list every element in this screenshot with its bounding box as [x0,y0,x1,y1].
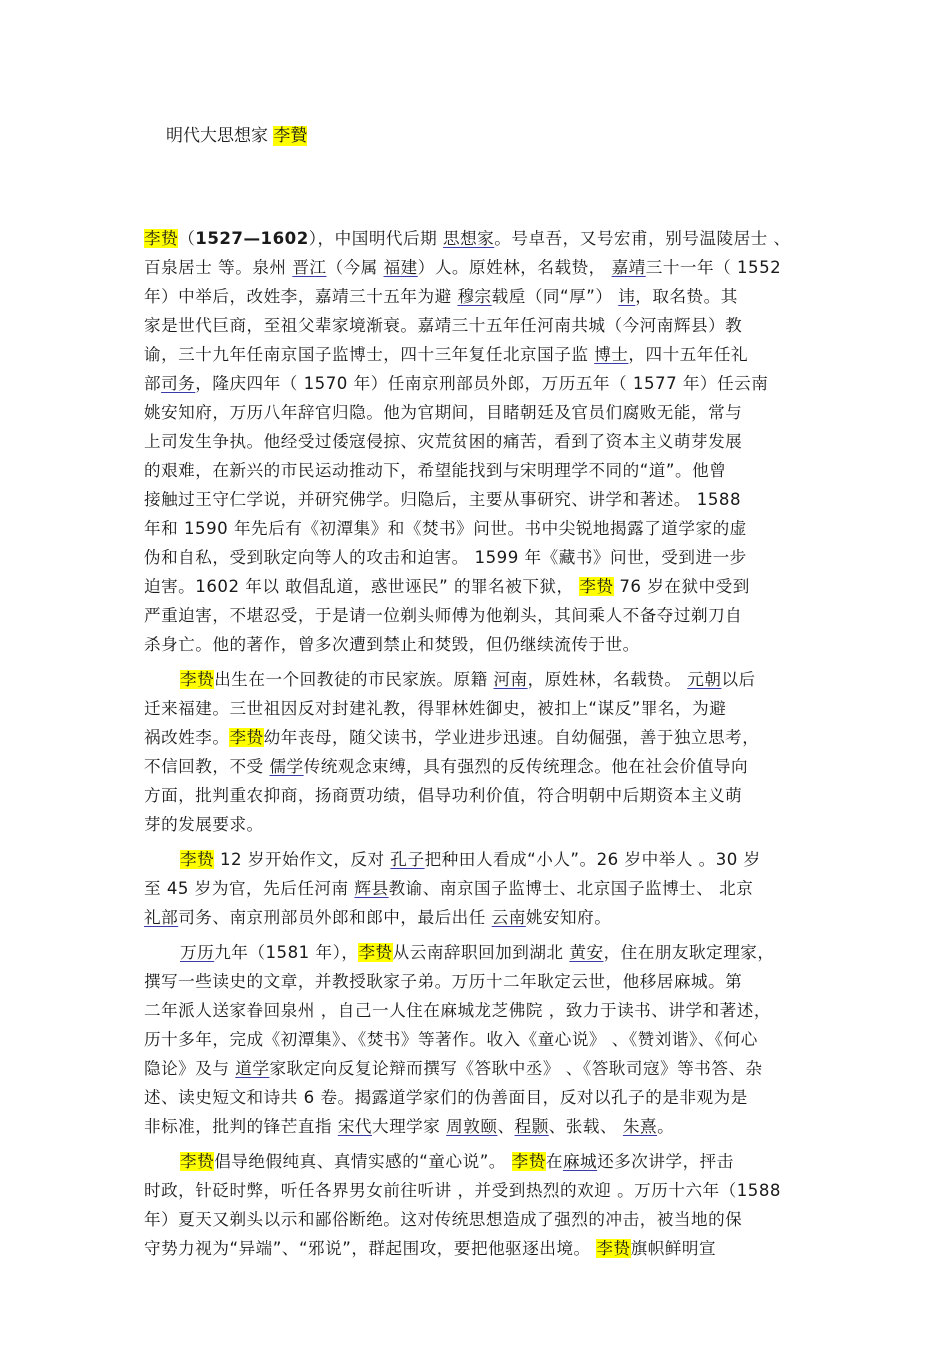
wiki-link[interactable]: 道学 [235,1059,270,1078]
text-run: 方面，批判重农抑商，扬商贾功绩，倡导功利价值，符合明朝中后期资本主义萌 [144,786,743,805]
text-line [144,1147,814,1176]
text-run: 撰写一些读史的文章，并教授耿家子弟。万历十二年耿定云世，他移居麻城。第 [144,972,743,991]
text-run: 接触过王守仁学说，并研究佛学。归隐后，主要从事研究、讲学和著述。 1588 [144,490,742,509]
text-run: 严重迫害，不堪忍受，于是请一位剃头师傅为他剃头，其间乘人不备夺过剃刀自 [144,606,743,625]
text-line [144,938,814,967]
text-run: 教谕、南京国子监博士、北京国子监博士、 北京 [388,879,754,898]
text-run: 隐论》及与 [144,1059,236,1078]
text-run: 伪和自私，受到耿定向等人的攻击和迫害。 1599 年《藏书》问世，受到进一步 [144,548,747,567]
page-title [166,124,307,148]
text-run: 述、读史短文和诗共 6 卷。揭露道学家们的伪善面目，反对以孔子的是非观为是 [144,1088,748,1107]
text-line [144,752,814,781]
text-run: 祸改姓李。 [144,728,230,747]
text-run: 76 岁在狱中受到 [613,577,750,596]
text-line [144,810,814,839]
wiki-link[interactable]: 博士 [594,345,629,364]
wiki-link[interactable]: 万历 [180,943,215,962]
text-line [144,282,814,311]
wiki-link[interactable]: 周敦颐 [446,1117,498,1136]
text-run: 历十多年，完成《初潭集》、《焚书》等著作。收入《童心说》 、《赞刘谐》、《何心 [144,1030,758,1049]
text-run: ，住在朋友耿定理家， [603,943,775,962]
text-run: （ [178,229,196,248]
text-run: 司务、南京刑部员外郎和郎中，最后出任 [178,908,492,927]
text-run: 的艰难，在新兴的市民运动推动下，希望能找到与宋明理学不同的“道”。他曾 [144,461,727,480]
text-line [144,1112,814,1141]
wiki-link[interactable]: 程颢 [514,1117,549,1136]
text-run: ），中国明代后期 [308,229,443,248]
text-run: 年）中举后，改姓李，嘉靖三十五年为避 [144,287,458,306]
wiki-link[interactable]: 讳 [618,287,636,306]
wiki-link[interactable]: 礼部 [144,908,179,927]
text-run: 传统观念束缚，具有强烈的反传统理念。他在社会价值导向 [303,757,749,776]
text-run: ，四十五年任礼 [628,345,749,364]
text-run: 还多次讲学，抨击 [597,1152,734,1171]
text-line [144,456,814,485]
text-run: 把种田人看成“小人”。26 岁中举人 。30 岁 [424,850,761,869]
text-run: 三十一年（ 1552 [645,258,782,277]
title-prefix: 明代大思想家 [166,126,274,146]
text-line [144,630,814,659]
text-run: 幼年丧母，随父读书，学业进步迅速。自幼倔强，善于独立思考， [263,728,760,747]
text-line [144,514,814,543]
text-run: 姚安知府，万历八年辞官归隐。他为官期间，目睹朝廷及官员们腐败无能，常与 [144,403,743,422]
text-run: 非标准，批判的锋芒直指 [144,1117,338,1136]
text-run: ，隆庆四年（ 1570 年）任南京刑部员外郎，万历五年（ 1577 年）任云南 [195,374,769,393]
wiki-link[interactable]: 司务 [161,374,196,393]
highlighted-name: 李贽 [596,1239,631,1258]
text-line [144,253,814,282]
text-line [144,1234,814,1263]
text-line [144,369,814,398]
highlighted-name: 李贽 [180,850,215,869]
title-name-highlight: 李贄 [273,126,308,146]
text-run: 从云南辞职回加到湖北 [392,943,570,962]
text-run: 年和 1590 年先后有《初潭集》和《焚书》问世。书中尖锐地揭露了道学家的虚 [144,519,747,538]
text-run: 。 [657,1117,675,1136]
text-line [144,845,814,874]
text-line [144,543,814,572]
paragraph [144,845,814,932]
wiki-link[interactable]: 河南 [493,670,528,689]
wiki-link[interactable]: 孔子 [390,850,425,869]
text-line [144,967,814,996]
text-run: 不信回教，不受 [144,757,270,776]
text-line [144,1176,814,1205]
text-run: 守势力视为“异端”、“邪说”，群起围攻，要把他驱逐出境。 [144,1239,597,1258]
wiki-link[interactable]: 朱熹 [622,1117,658,1136]
text-run: 大理学家 [372,1117,447,1136]
text-run: 二年派人送家眷回泉州 ，自己一人住在麻城龙芝佛院 ，致力于读书、讲学和著述， [144,1001,771,1020]
text-run: 迫害。1602 年以 敢倡乱道，惑世诬民” 的罪名被下狱， [144,577,580,596]
wiki-link[interactable]: 元朝 [687,670,722,689]
wiki-link[interactable]: 晋江 [292,258,327,277]
text-run: ，取名贽。其 [635,287,738,306]
text-run: 时政，针砭时弊，听任各界男女前往听讲 ，并受到热烈的欢迎 。万历十六年（1588 [144,1181,781,1200]
text-line [144,903,814,932]
text-run: 年）夏天又剃头以示和鄙俗断绝。这对传统思想造成了强烈的冲击，被当地的保 [144,1210,743,1229]
wiki-link[interactable]: 麻城 [562,1152,598,1171]
text-run: 迁来福建。三世祖因反对封建礼教，得罪林姓御史，被扣上“谋反”罪名，为避 [144,699,727,718]
text-line [144,1025,814,1054]
wiki-link[interactable]: 嘉靖 [611,258,646,277]
highlighted-name: 李贽 [358,943,393,962]
paragraph [144,224,814,659]
text-line [144,485,814,514]
highlighted-name: 李贽 [144,229,179,248]
highlighted-name: 李贽 [180,1152,215,1171]
text-line [144,781,814,810]
text-line [144,723,814,752]
text-run: ）人。原姓林，名载贽， [417,258,612,277]
text-run: 、 [497,1117,515,1136]
text-line [144,1054,814,1083]
text-run: 出生在一个回教徒的市民家族。原籍 [214,670,494,689]
paragraph [144,1147,814,1263]
highlighted-name: 李贽 [180,670,215,689]
paragraph [144,665,814,839]
wiki-link[interactable]: 儒学 [269,757,304,776]
text-line [144,572,814,601]
text-line [144,665,814,694]
text-line [144,1205,814,1234]
text-run: 部 [144,374,162,393]
highlighted-name: 李贽 [579,577,614,596]
wiki-link[interactable]: 穆宗 [457,287,492,306]
highlighted-name: 李贽 [511,1152,546,1171]
paragraph [144,938,814,1141]
text-run: （今属 [326,258,384,277]
text-run: 家耿定向反复论辩而撰写《答耿中丞》 、《答耿司寇》等书答、杂 [269,1059,763,1078]
wiki-link[interactable]: 黄安 [569,943,604,962]
wiki-link[interactable]: 思想家 [442,229,495,248]
text-run: 、张载、 [548,1117,623,1136]
wiki-link[interactable]: 辉县 [354,879,389,898]
text-line [144,398,814,427]
text-line [144,996,814,1025]
text-run: 家是世代巨商，至祖父辈家境渐衰。嘉靖三十五年任河南共城（今河南辉县）教 [144,316,743,335]
text-line [144,601,814,630]
text-run: 12 岁开始作文，反对 [214,850,391,869]
text-run: 杀身亡。他的著作，曾多次遭到禁止和焚毁，但仍继续流传于世。 [144,635,640,654]
wiki-link[interactable]: 云南 [491,908,526,927]
text-run: 倡导绝假纯真、真情实感的“童心说”。 [214,1152,512,1171]
text-line [144,224,814,253]
text-run: 芽的发展要求。 [144,815,264,834]
text-run: 谕，三十九年任南京国子监博士，四十三年复任北京国子监 [144,345,595,364]
text-run: 旗帜鲜明宣 [630,1239,717,1258]
text-run: ，原姓林，名载贽。 [527,670,688,689]
text-line [144,694,814,723]
text-line [144,1083,814,1112]
text-run: 在 [545,1152,563,1171]
text-run: 上司发生争执。他经受过倭寇侵掠、灾荒贫困的痛苦，看到了资本主义萌芽发展 [144,432,743,451]
text-run: 至 45 岁为官，先后任河南 [144,879,355,898]
text-run: 九年（1581 年）， [214,943,359,962]
text-line [144,340,814,369]
wiki-link[interactable]: 福建 [383,258,418,277]
wiki-link[interactable]: 宋代 [337,1117,372,1136]
text-line [144,311,814,340]
article-body [144,224,814,1263]
text-run: 以后 [721,670,756,689]
text-line [144,427,814,456]
text-run: 。号卓吾，又号宏甫，别号温陵居士 、 [494,229,791,248]
text-run: 载垕（同“厚”） [491,287,619,306]
text-line [144,874,814,903]
text-run: 姚安知府。 [525,908,612,927]
highlighted-name: 李贽 [229,728,264,747]
bold-text: 1527—1602 [195,229,309,248]
text-run: 百泉居士 等。泉州 [144,258,293,277]
